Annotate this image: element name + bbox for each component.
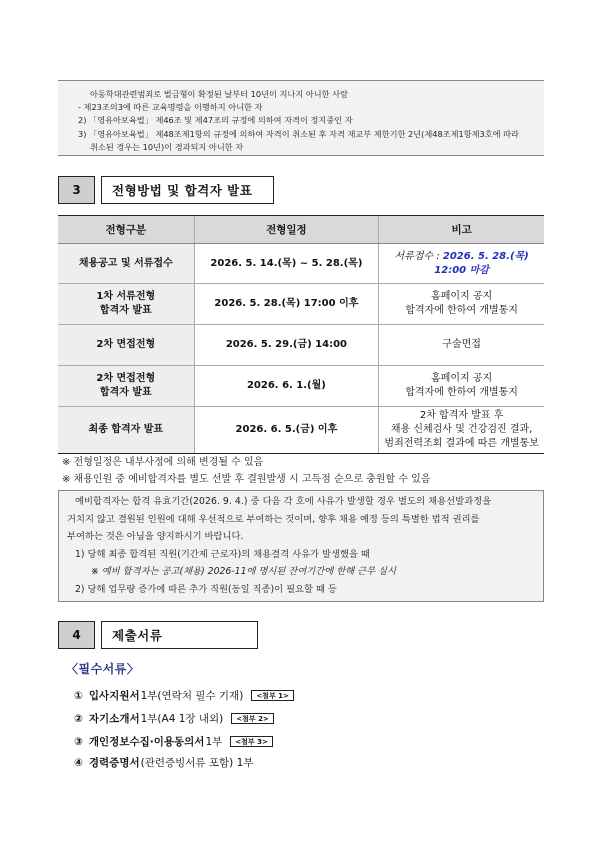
stage-line: 2차 면접전형 xyxy=(96,373,156,384)
required-documents-title: 〈필수서류〉 xyxy=(66,662,140,676)
doc-number: ① xyxy=(74,689,83,702)
table-row xyxy=(58,244,544,284)
row-stage: 최종 합격자 발표 xyxy=(58,407,194,454)
attachment-tag: <첨부 3> xyxy=(230,736,273,747)
doc-desc: 1부(A4 1장 내외) xyxy=(140,713,224,725)
row-note xyxy=(379,244,544,284)
doc-number: ④ xyxy=(74,756,83,769)
reserve-item-2: 2) 당해 업무량 증가에 따른 추가 직원(동일 직종)이 필요할 때 등 xyxy=(75,583,337,595)
disq-line-5: 취소된 경우는 10년)이 경과되지 아니한 자 xyxy=(90,141,244,152)
section-4-number: 4 xyxy=(58,621,95,649)
note-line: 합격자에 한하여 개별통지 xyxy=(405,387,518,398)
disq-line-3: 2) 「영유아보육법」 제46조 및 제47조의 규정에 의하여 자격이 정지중인 자 xyxy=(78,115,353,126)
section-4-header xyxy=(58,621,258,649)
deadline-emphasis: 2026. 5. 28.(목) 12:00 마감 xyxy=(434,250,529,276)
reserve-candidate-box xyxy=(58,490,544,602)
row-note xyxy=(379,407,544,454)
note-line: 2차 합격자 발표 후 xyxy=(419,410,504,421)
note-line: 홈페이지 공지 xyxy=(431,291,493,302)
list-item xyxy=(74,734,273,749)
section-4-title: 제출서류 xyxy=(101,621,258,649)
row-stage: 채용공고 및 서류접수 xyxy=(58,244,194,284)
row-stage xyxy=(58,366,194,407)
reserve-para-line: 거치지 않고 결원된 인원에 대해 우선적으로 부여하는 것이며, 향후 채용 예정 등의 특별한 법적 권리를 xyxy=(67,513,480,525)
note-line: 합격자에 한하여 개별통지 xyxy=(405,305,518,316)
list-item xyxy=(74,688,294,703)
row-date: 2026. 5. 29.(금) 14:00 xyxy=(194,325,379,366)
doc-desc: 1부 xyxy=(205,736,223,748)
doc-desc: (관련증빙서류 포함) 1부 xyxy=(140,757,254,769)
header-stage: 전형구분 xyxy=(58,216,194,244)
section-3-title: 전형방법 및 합격자 발표 xyxy=(101,176,274,204)
doc-name: 입사지원서 xyxy=(88,690,140,702)
doc-desc: 1부(연락처 필수 기재) xyxy=(140,690,244,702)
doc-name: 자기소개서 xyxy=(88,713,140,725)
header-date: 전형일정 xyxy=(194,216,379,244)
row-date: 2026. 5. 28.(목) 17:00 이후 xyxy=(194,284,379,325)
attachment-tag: <첨부 2> xyxy=(231,713,274,724)
stage-line: 1차 서류전형 xyxy=(96,291,156,302)
row-date: 2026. 6. 5.(금) 이후 xyxy=(194,407,379,454)
note-line: 범죄전력조회 결과에 따른 개별통보 xyxy=(384,438,539,449)
disq-line-2: - 제23조의3에 따른 교육명령을 이행하지 아니한 자 xyxy=(78,102,263,113)
list-item xyxy=(74,755,253,770)
note-line: 채용 신체검사 및 건강검진 결과, xyxy=(390,424,533,435)
disqualification-box xyxy=(58,80,544,156)
doc-name: 경력증명서 xyxy=(88,757,140,769)
section-3-number: 3 xyxy=(58,176,95,204)
reserve-candidate-note: ※ 채용인원 중 예비합격자를 별도 선발 후 결원발생 시 고득점 순으로 충원할 수 있음 xyxy=(62,474,431,485)
doc-number: ② xyxy=(74,712,83,725)
stage-line: 합격자 발표 xyxy=(99,305,152,316)
list-item xyxy=(74,711,274,726)
row-note: 구술면접 xyxy=(379,325,544,366)
table-row xyxy=(58,284,544,325)
row-stage xyxy=(58,284,194,325)
row-note xyxy=(379,366,544,407)
stage-line: 합격자 발표 xyxy=(99,387,152,398)
row-date: 2026. 5. 14.(목) ~ 5. 28.(목) xyxy=(194,244,379,284)
doc-name: 개인정보수집·이용동의서 xyxy=(88,736,205,748)
row-stage: 2차 면접전형 xyxy=(58,325,194,366)
note-line: 홈페이지 공지 xyxy=(431,373,493,384)
doc-number: ③ xyxy=(74,735,83,748)
deadline-prefix: 서류접수 : xyxy=(394,250,443,262)
reserve-para-line: 부여하는 것은 아님을 양지하시기 바랍니다. xyxy=(67,531,244,542)
header-note: 비고 xyxy=(379,216,544,244)
schedule-table xyxy=(58,215,544,454)
attachment-tag: <첨부 1> xyxy=(251,690,294,701)
row-note xyxy=(379,284,544,325)
reserve-item-1: 1) 당해 최종 합격된 직원(기간제 근로자)의 채용결격 사유가 발생했을 때 xyxy=(75,548,370,560)
schedule-change-note: ※ 전형일정은 내부사정에 의해 변경될 수 있음 xyxy=(62,457,264,468)
section-3-header xyxy=(58,176,274,204)
reserve-example: ※ 예비 합격자는 공고(채용) 2026-11에 명시된 잔여기간에 한해 근무 실시 xyxy=(91,566,397,577)
table-header-row xyxy=(58,216,544,244)
table-row xyxy=(58,407,544,454)
table-row xyxy=(58,325,544,366)
row-date: 2026. 6. 1.(월) xyxy=(194,366,379,407)
table-row xyxy=(58,366,544,407)
reserve-para-line: 예비합격자는 합격 유효기간(2026. 9. 4.) 중 다음 각 호에 사유가 발생할 경우 별도의 채용선발과정을 xyxy=(75,496,492,507)
disq-line-4: 3) 「영유아보육법」 제48조제1항의 규정에 의하여 자격이 취소된 후 자격 재교부 제한기한 2년(제48조제1항제3호에 따라 xyxy=(78,128,519,139)
disq-line-1: 아동학대관련범죄로 벌금형이 확정된 날부터 10년이 지나지 아니한 사람 xyxy=(90,89,349,99)
